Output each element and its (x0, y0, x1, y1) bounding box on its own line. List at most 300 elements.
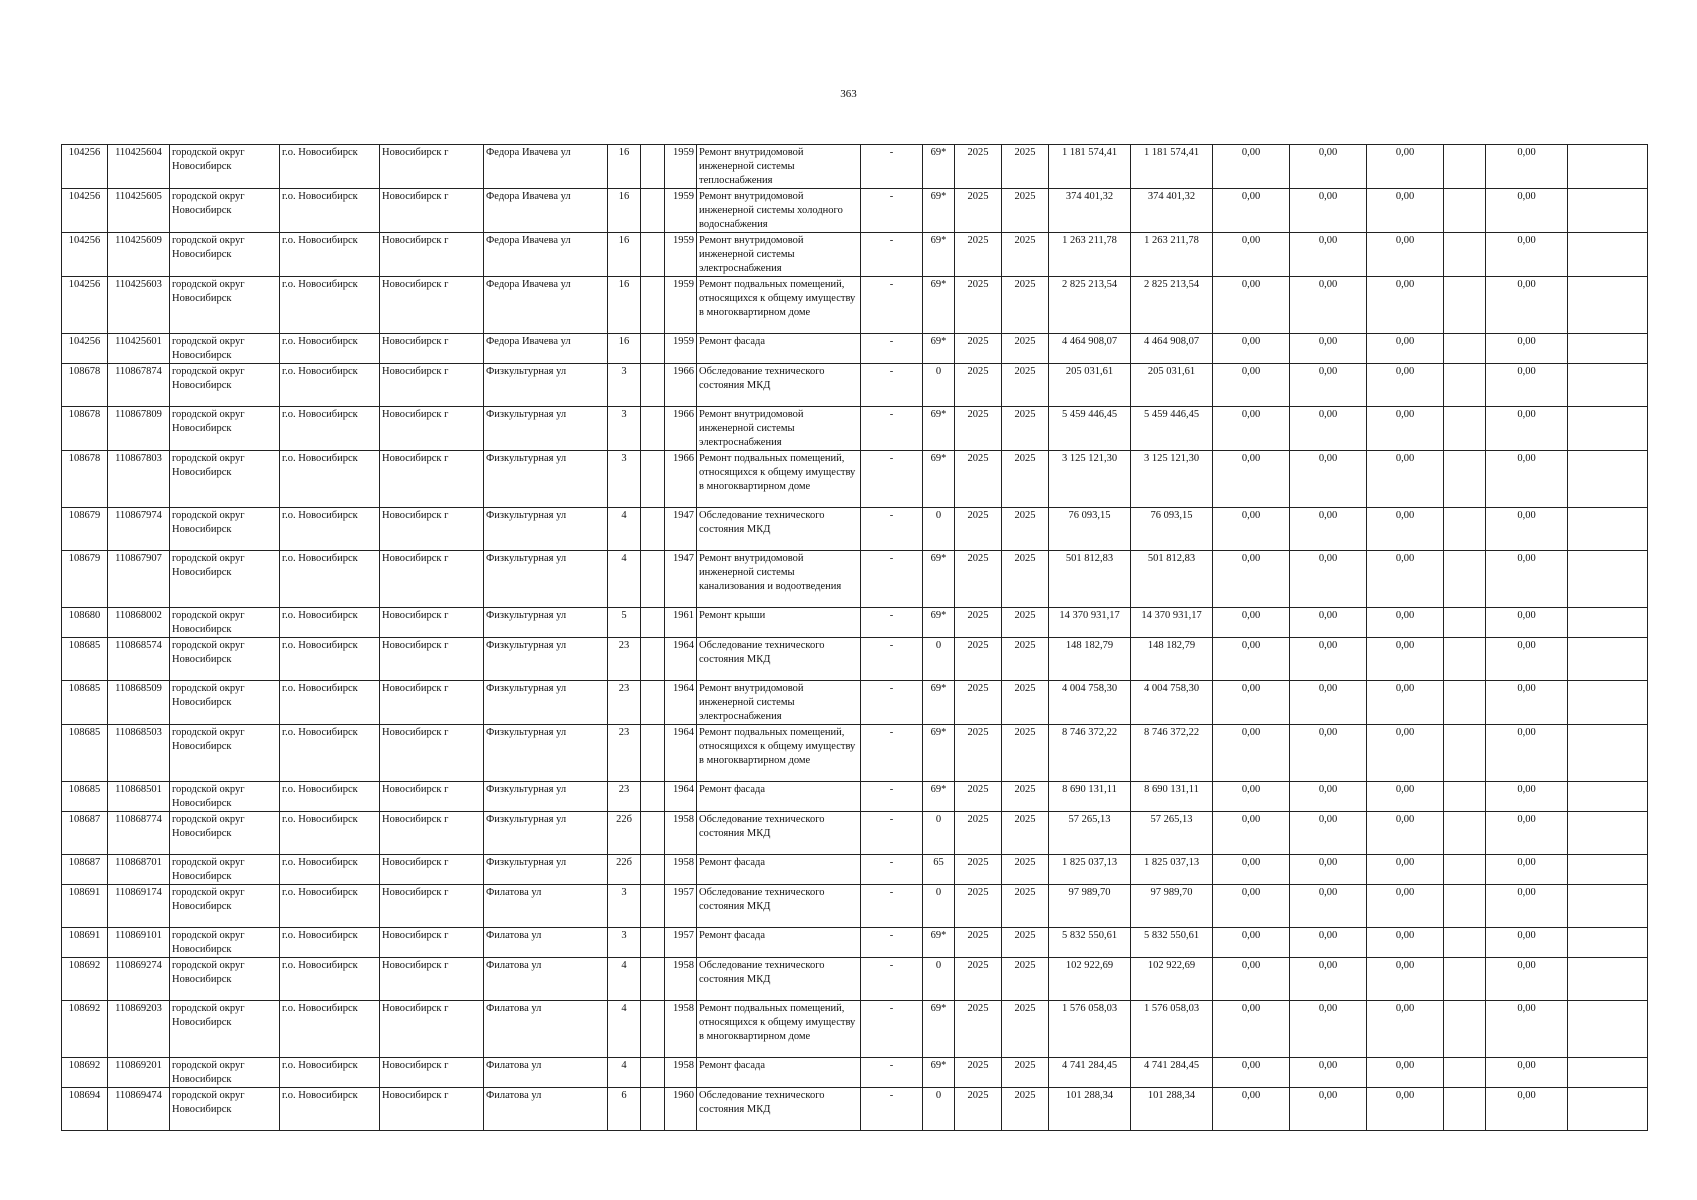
cell-street: Физкультурная ул (484, 364, 608, 407)
cell-house: 23 (608, 638, 641, 681)
cell-wear: 69* (923, 145, 955, 189)
cell-empty (1568, 1001, 1648, 1058)
cell-year-start: 2025 (955, 364, 1002, 407)
cell-total-cost: 374 401,32 (1049, 189, 1131, 233)
cell-dash: - (861, 277, 923, 334)
cell-street: Федора Ивачева ул (484, 233, 608, 277)
cell-wear: 69* (923, 451, 955, 508)
cell-value-3: 0,00 (1367, 812, 1444, 855)
cell-value-1: 0,00 (1213, 812, 1290, 855)
cell-municipality: г.о. Новосибирск (280, 928, 380, 958)
cell-fund-cost: 3 125 121,30 (1131, 451, 1213, 508)
cell-empty (1444, 364, 1486, 407)
cell-house: 3 (608, 364, 641, 407)
cell-id: 108685 (62, 681, 108, 725)
cell-value-2: 0,00 (1290, 885, 1367, 928)
cell-year-end: 2025 (1002, 508, 1049, 551)
cell-fund-cost: 8 690 131,11 (1131, 782, 1213, 812)
cell-city: Новосибирск г (380, 782, 484, 812)
table-row (62, 508, 1648, 551)
cell-total-cost: 4 464 908,07 (1049, 334, 1131, 364)
cell-value-3: 0,00 (1367, 189, 1444, 233)
cell-work-type: Ремонт внутридомовой инженерной системы канализования и водоотведения (697, 551, 861, 608)
cell-street: Физкультурная ул (484, 855, 608, 885)
cell-value-2: 0,00 (1290, 334, 1367, 364)
cell-empty (1568, 958, 1648, 1001)
cell-year-end: 2025 (1002, 855, 1049, 885)
cell-value-3: 0,00 (1367, 451, 1444, 508)
cell-house: 4 (608, 508, 641, 551)
table-row (62, 608, 1648, 638)
cell-empty (1568, 782, 1648, 812)
cell-total-cost: 57 265,13 (1049, 812, 1131, 855)
cell-wear: 69* (923, 407, 955, 451)
cell-street: Физкультурная ул (484, 681, 608, 725)
cell-district: городской округ Новосибирск (170, 277, 280, 334)
cell-id: 108685 (62, 638, 108, 681)
cell-street: Филатова ул (484, 1001, 608, 1058)
cell-house: 4 (608, 551, 641, 608)
cell-code: 110869174 (108, 885, 170, 928)
cell-dash: - (861, 551, 923, 608)
cell-district: городской округ Новосибирск (170, 885, 280, 928)
cell-value-3: 0,00 (1367, 334, 1444, 364)
cell-total-cost: 101 288,34 (1049, 1088, 1131, 1131)
cell-year: 1958 (665, 812, 697, 855)
cell-wear: 0 (923, 638, 955, 681)
cell-year-end: 2025 (1002, 885, 1049, 928)
cell-city: Новосибирск г (380, 608, 484, 638)
cell-city: Новосибирск г (380, 812, 484, 855)
cell-house: 5 (608, 608, 641, 638)
cell-id: 108685 (62, 782, 108, 812)
cell-district: городской округ Новосибирск (170, 145, 280, 189)
cell-dash: - (861, 1058, 923, 1088)
cell-code: 110868503 (108, 725, 170, 782)
cell-empty (1444, 958, 1486, 1001)
cell-district: городской округ Новосибирск (170, 855, 280, 885)
cell-work-type: Обследование технического состояния МКД (697, 1088, 861, 1131)
cell-code: 110425609 (108, 233, 170, 277)
cell-year-end: 2025 (1002, 1088, 1049, 1131)
cell-code: 110868574 (108, 638, 170, 681)
cell-city: Новосибирск г (380, 725, 484, 782)
cell-empty (1444, 508, 1486, 551)
cell-municipality: г.о. Новосибирск (280, 812, 380, 855)
cell-value-1: 0,00 (1213, 608, 1290, 638)
cell-extra (641, 551, 665, 608)
cell-wear: 69* (923, 681, 955, 725)
table-row (62, 407, 1648, 451)
cell-value-1: 0,00 (1213, 233, 1290, 277)
cell-city: Новосибирск г (380, 928, 484, 958)
cell-year: 1959 (665, 334, 697, 364)
cell-empty (1568, 1058, 1648, 1088)
cell-value-1: 0,00 (1213, 782, 1290, 812)
cell-fund-cost: 205 031,61 (1131, 364, 1213, 407)
cell-fund-cost: 101 288,34 (1131, 1088, 1213, 1131)
cell-value-4: 0,00 (1486, 233, 1568, 277)
cell-value-4: 0,00 (1486, 608, 1568, 638)
cell-value-4: 0,00 (1486, 407, 1568, 451)
cell-work-type: Обследование технического состояния МКД (697, 958, 861, 1001)
cell-work-type: Обследование технического состояния МКД (697, 638, 861, 681)
cell-year: 1958 (665, 855, 697, 885)
table-row (62, 145, 1648, 189)
cell-value-3: 0,00 (1367, 1088, 1444, 1131)
cell-municipality: г.о. Новосибирск (280, 855, 380, 885)
cell-wear: 69* (923, 928, 955, 958)
cell-value-4: 0,00 (1486, 364, 1568, 407)
cell-value-3: 0,00 (1367, 277, 1444, 334)
table-row (62, 1088, 1648, 1131)
cell-empty (1568, 451, 1648, 508)
cell-work-type: Ремонт крыши (697, 608, 861, 638)
cell-city: Новосибирск г (380, 189, 484, 233)
cell-extra (641, 1001, 665, 1058)
cell-total-cost: 5 459 446,45 (1049, 407, 1131, 451)
cell-value-3: 0,00 (1367, 1001, 1444, 1058)
cell-total-cost: 3 125 121,30 (1049, 451, 1131, 508)
cell-value-1: 0,00 (1213, 508, 1290, 551)
cell-total-cost: 1 825 037,13 (1049, 855, 1131, 885)
cell-value-1: 0,00 (1213, 277, 1290, 334)
cell-empty (1568, 812, 1648, 855)
cell-wear: 69* (923, 233, 955, 277)
cell-id: 104256 (62, 145, 108, 189)
cell-street: Физкультурная ул (484, 451, 608, 508)
cell-street: Филатова ул (484, 1058, 608, 1088)
cell-code: 110869101 (108, 928, 170, 958)
cell-extra (641, 451, 665, 508)
cell-street: Физкультурная ул (484, 812, 608, 855)
cell-value-1: 0,00 (1213, 407, 1290, 451)
cell-city: Новосибирск г (380, 364, 484, 407)
cell-city: Новосибирск г (380, 508, 484, 551)
cell-year-end: 2025 (1002, 1058, 1049, 1088)
cell-value-1: 0,00 (1213, 638, 1290, 681)
cell-municipality: г.о. Новосибирск (280, 334, 380, 364)
cell-extra (641, 277, 665, 334)
cell-total-cost: 102 922,69 (1049, 958, 1131, 1001)
cell-empty (1568, 608, 1648, 638)
cell-value-1: 0,00 (1213, 189, 1290, 233)
cell-wear: 69* (923, 1058, 955, 1088)
cell-city: Новосибирск г (380, 233, 484, 277)
cell-empty (1444, 782, 1486, 812)
cell-id: 108678 (62, 407, 108, 451)
table-row (62, 189, 1648, 233)
cell-id: 108679 (62, 551, 108, 608)
table-row (62, 451, 1648, 508)
cell-value-1: 0,00 (1213, 334, 1290, 364)
cell-value-3: 0,00 (1367, 608, 1444, 638)
cell-id: 104256 (62, 233, 108, 277)
cell-house: 16 (608, 233, 641, 277)
cell-district: городской округ Новосибирск (170, 928, 280, 958)
cell-year-end: 2025 (1002, 725, 1049, 782)
cell-empty (1568, 855, 1648, 885)
cell-year: 1958 (665, 958, 697, 1001)
cell-work-type: Ремонт фасада (697, 928, 861, 958)
cell-year-start: 2025 (955, 638, 1002, 681)
cell-city: Новосибирск г (380, 681, 484, 725)
cell-fund-cost: 1 576 058,03 (1131, 1001, 1213, 1058)
cell-municipality: г.о. Новосибирск (280, 1088, 380, 1131)
cell-year-start: 2025 (955, 551, 1002, 608)
cell-work-type: Ремонт внутридомовой инженерной системы электроснабжения (697, 681, 861, 725)
cell-dash: - (861, 451, 923, 508)
cell-fund-cost: 14 370 931,17 (1131, 608, 1213, 638)
cell-empty (1444, 928, 1486, 958)
cell-total-cost: 205 031,61 (1049, 364, 1131, 407)
cell-value-1: 0,00 (1213, 1058, 1290, 1088)
cell-code: 110868002 (108, 608, 170, 638)
cell-year: 1964 (665, 638, 697, 681)
cell-year: 1959 (665, 145, 697, 189)
cell-extra (641, 782, 665, 812)
cell-city: Новосибирск г (380, 1001, 484, 1058)
cell-extra (641, 1088, 665, 1131)
cell-code: 110867907 (108, 551, 170, 608)
cell-empty (1444, 145, 1486, 189)
table-row (62, 855, 1648, 885)
cell-year-start: 2025 (955, 407, 1002, 451)
cell-street: Физкультурная ул (484, 638, 608, 681)
cell-empty (1444, 334, 1486, 364)
cell-code: 110867803 (108, 451, 170, 508)
cell-value-1: 0,00 (1213, 364, 1290, 407)
cell-wear: 69* (923, 189, 955, 233)
cell-year-start: 2025 (955, 1001, 1002, 1058)
cell-dash: - (861, 145, 923, 189)
cell-id: 108692 (62, 958, 108, 1001)
cell-house: 3 (608, 885, 641, 928)
cell-district: городской округ Новосибирск (170, 334, 280, 364)
cell-work-type: Ремонт внутридомовой инженерной системы теплоснабжения (697, 145, 861, 189)
cell-wear: 69* (923, 725, 955, 782)
cell-code: 110869203 (108, 1001, 170, 1058)
cell-wear: 0 (923, 1088, 955, 1131)
cell-code: 110869274 (108, 958, 170, 1001)
cell-year-start: 2025 (955, 508, 1002, 551)
cell-house: 6 (608, 1088, 641, 1131)
cell-dash: - (861, 681, 923, 725)
cell-code: 110867809 (108, 407, 170, 451)
cell-extra (641, 928, 665, 958)
cell-value-3: 0,00 (1367, 885, 1444, 928)
cell-house: 3 (608, 407, 641, 451)
cell-value-1: 0,00 (1213, 1088, 1290, 1131)
cell-year-start: 2025 (955, 885, 1002, 928)
cell-work-type: Ремонт подвальных помещений, относящихся к общему имуществу в многоквартирном доме (697, 1001, 861, 1058)
cell-value-4: 0,00 (1486, 928, 1568, 958)
cell-year: 1964 (665, 725, 697, 782)
cell-house: 4 (608, 1001, 641, 1058)
cell-year-start: 2025 (955, 1058, 1002, 1088)
cell-street: Федора Ивачева ул (484, 277, 608, 334)
cell-fund-cost: 1 181 574,41 (1131, 145, 1213, 189)
cell-dash: - (861, 233, 923, 277)
cell-street: Федора Ивачева ул (484, 189, 608, 233)
cell-extra (641, 812, 665, 855)
cell-code: 110425603 (108, 277, 170, 334)
cell-extra (641, 681, 665, 725)
cell-work-type: Обследование технического состояния МКД (697, 508, 861, 551)
cell-street: Физкультурная ул (484, 407, 608, 451)
cell-year: 1957 (665, 885, 697, 928)
cell-id: 108691 (62, 928, 108, 958)
cell-year-start: 2025 (955, 855, 1002, 885)
cell-municipality: г.о. Новосибирск (280, 551, 380, 608)
cell-fund-cost: 5 459 446,45 (1131, 407, 1213, 451)
cell-house: 3 (608, 928, 641, 958)
cell-value-2: 0,00 (1290, 233, 1367, 277)
cell-year: 1966 (665, 364, 697, 407)
cell-fund-cost: 57 265,13 (1131, 812, 1213, 855)
cell-year: 1966 (665, 407, 697, 451)
cell-value-3: 0,00 (1367, 551, 1444, 608)
cell-district: городской округ Новосибирск (170, 364, 280, 407)
cell-year: 1947 (665, 508, 697, 551)
cell-extra (641, 334, 665, 364)
cell-wear: 0 (923, 958, 955, 1001)
cell-municipality: г.о. Новосибирск (280, 364, 380, 407)
cell-wear: 69* (923, 782, 955, 812)
cell-wear: 0 (923, 885, 955, 928)
cell-value-4: 0,00 (1486, 681, 1568, 725)
cell-city: Новосибирск г (380, 451, 484, 508)
table-row (62, 782, 1648, 812)
cell-city: Новосибирск г (380, 958, 484, 1001)
cell-code: 110867874 (108, 364, 170, 407)
cell-extra (641, 855, 665, 885)
cell-total-cost: 76 093,15 (1049, 508, 1131, 551)
cell-district: городской округ Новосибирск (170, 233, 280, 277)
cell-value-4: 0,00 (1486, 812, 1568, 855)
cell-code: 110868509 (108, 681, 170, 725)
cell-year-start: 2025 (955, 812, 1002, 855)
cell-total-cost: 5 832 550,61 (1049, 928, 1131, 958)
cell-extra (641, 189, 665, 233)
cell-empty (1568, 233, 1648, 277)
cell-municipality: г.о. Новосибирск (280, 782, 380, 812)
cell-empty (1568, 407, 1648, 451)
cell-empty (1444, 407, 1486, 451)
cell-dash: - (861, 334, 923, 364)
cell-municipality: г.о. Новосибирск (280, 277, 380, 334)
table-row (62, 885, 1648, 928)
cell-empty (1444, 681, 1486, 725)
cell-work-type: Ремонт внутридомовой инженерной системы электроснабжения (697, 233, 861, 277)
cell-empty (1568, 638, 1648, 681)
cell-total-cost: 1 263 211,78 (1049, 233, 1131, 277)
cell-value-2: 0,00 (1290, 681, 1367, 725)
cell-year-start: 2025 (955, 928, 1002, 958)
cell-year-start: 2025 (955, 451, 1002, 508)
cell-empty (1444, 638, 1486, 681)
cell-municipality: г.о. Новосибирск (280, 1001, 380, 1058)
cell-dash: - (861, 725, 923, 782)
cell-municipality: г.о. Новосибирск (280, 189, 380, 233)
cell-district: городской округ Новосибирск (170, 681, 280, 725)
cell-work-type: Ремонт фасада (697, 782, 861, 812)
cell-value-2: 0,00 (1290, 812, 1367, 855)
cell-year: 1966 (665, 451, 697, 508)
cell-value-1: 0,00 (1213, 1001, 1290, 1058)
cell-house: 23 (608, 782, 641, 812)
cell-house: 23 (608, 681, 641, 725)
cell-value-1: 0,00 (1213, 451, 1290, 508)
cell-id: 108692 (62, 1001, 108, 1058)
cell-city: Новосибирск г (380, 334, 484, 364)
cell-year-start: 2025 (955, 334, 1002, 364)
table-row (62, 1001, 1648, 1058)
cell-value-4: 0,00 (1486, 145, 1568, 189)
cell-municipality: г.о. Новосибирск (280, 638, 380, 681)
cell-year: 1959 (665, 189, 697, 233)
cell-municipality: г.о. Новосибирск (280, 407, 380, 451)
cell-dash: - (861, 782, 923, 812)
cell-empty (1444, 1088, 1486, 1131)
cell-fund-cost: 2 825 213,54 (1131, 277, 1213, 334)
cell-value-2: 0,00 (1290, 608, 1367, 638)
cell-year-end: 2025 (1002, 958, 1049, 1001)
cell-value-4: 0,00 (1486, 1001, 1568, 1058)
cell-year-end: 2025 (1002, 189, 1049, 233)
cell-id: 108687 (62, 812, 108, 855)
cell-value-4: 0,00 (1486, 334, 1568, 364)
cell-year-end: 2025 (1002, 145, 1049, 189)
cell-dash: - (861, 855, 923, 885)
cell-work-type: Ремонт внутридомовой инженерной системы электроснабжения (697, 407, 861, 451)
cell-id: 108678 (62, 364, 108, 407)
cell-code: 110869474 (108, 1088, 170, 1131)
cell-year-start: 2025 (955, 725, 1002, 782)
table-row (62, 812, 1648, 855)
cell-municipality: г.о. Новосибирск (280, 725, 380, 782)
cell-value-3: 0,00 (1367, 928, 1444, 958)
cell-street: Федора Ивачева ул (484, 145, 608, 189)
cell-year-end: 2025 (1002, 1001, 1049, 1058)
cell-extra (641, 233, 665, 277)
cell-municipality: г.о. Новосибирск (280, 885, 380, 928)
cell-fund-cost: 148 182,79 (1131, 638, 1213, 681)
cell-value-2: 0,00 (1290, 407, 1367, 451)
cell-municipality: г.о. Новосибирск (280, 508, 380, 551)
cell-year-start: 2025 (955, 1088, 1002, 1131)
cell-wear: 0 (923, 508, 955, 551)
cell-value-4: 0,00 (1486, 189, 1568, 233)
cell-value-4: 0,00 (1486, 725, 1568, 782)
cell-dash: - (861, 364, 923, 407)
cell-id: 108692 (62, 1058, 108, 1088)
cell-value-2: 0,00 (1290, 958, 1367, 1001)
cell-value-4: 0,00 (1486, 958, 1568, 1001)
cell-total-cost: 4 741 284,45 (1049, 1058, 1131, 1088)
cell-value-3: 0,00 (1367, 958, 1444, 1001)
cell-district: городской округ Новосибирск (170, 608, 280, 638)
cell-value-1: 0,00 (1213, 551, 1290, 608)
cell-wear: 69* (923, 551, 955, 608)
cell-city: Новосибирск г (380, 277, 484, 334)
cell-empty (1444, 1001, 1486, 1058)
cell-year-end: 2025 (1002, 638, 1049, 681)
cell-dash: - (861, 638, 923, 681)
cell-city: Новосибирск г (380, 855, 484, 885)
cell-empty (1568, 145, 1648, 189)
cell-code: 110868701 (108, 855, 170, 885)
